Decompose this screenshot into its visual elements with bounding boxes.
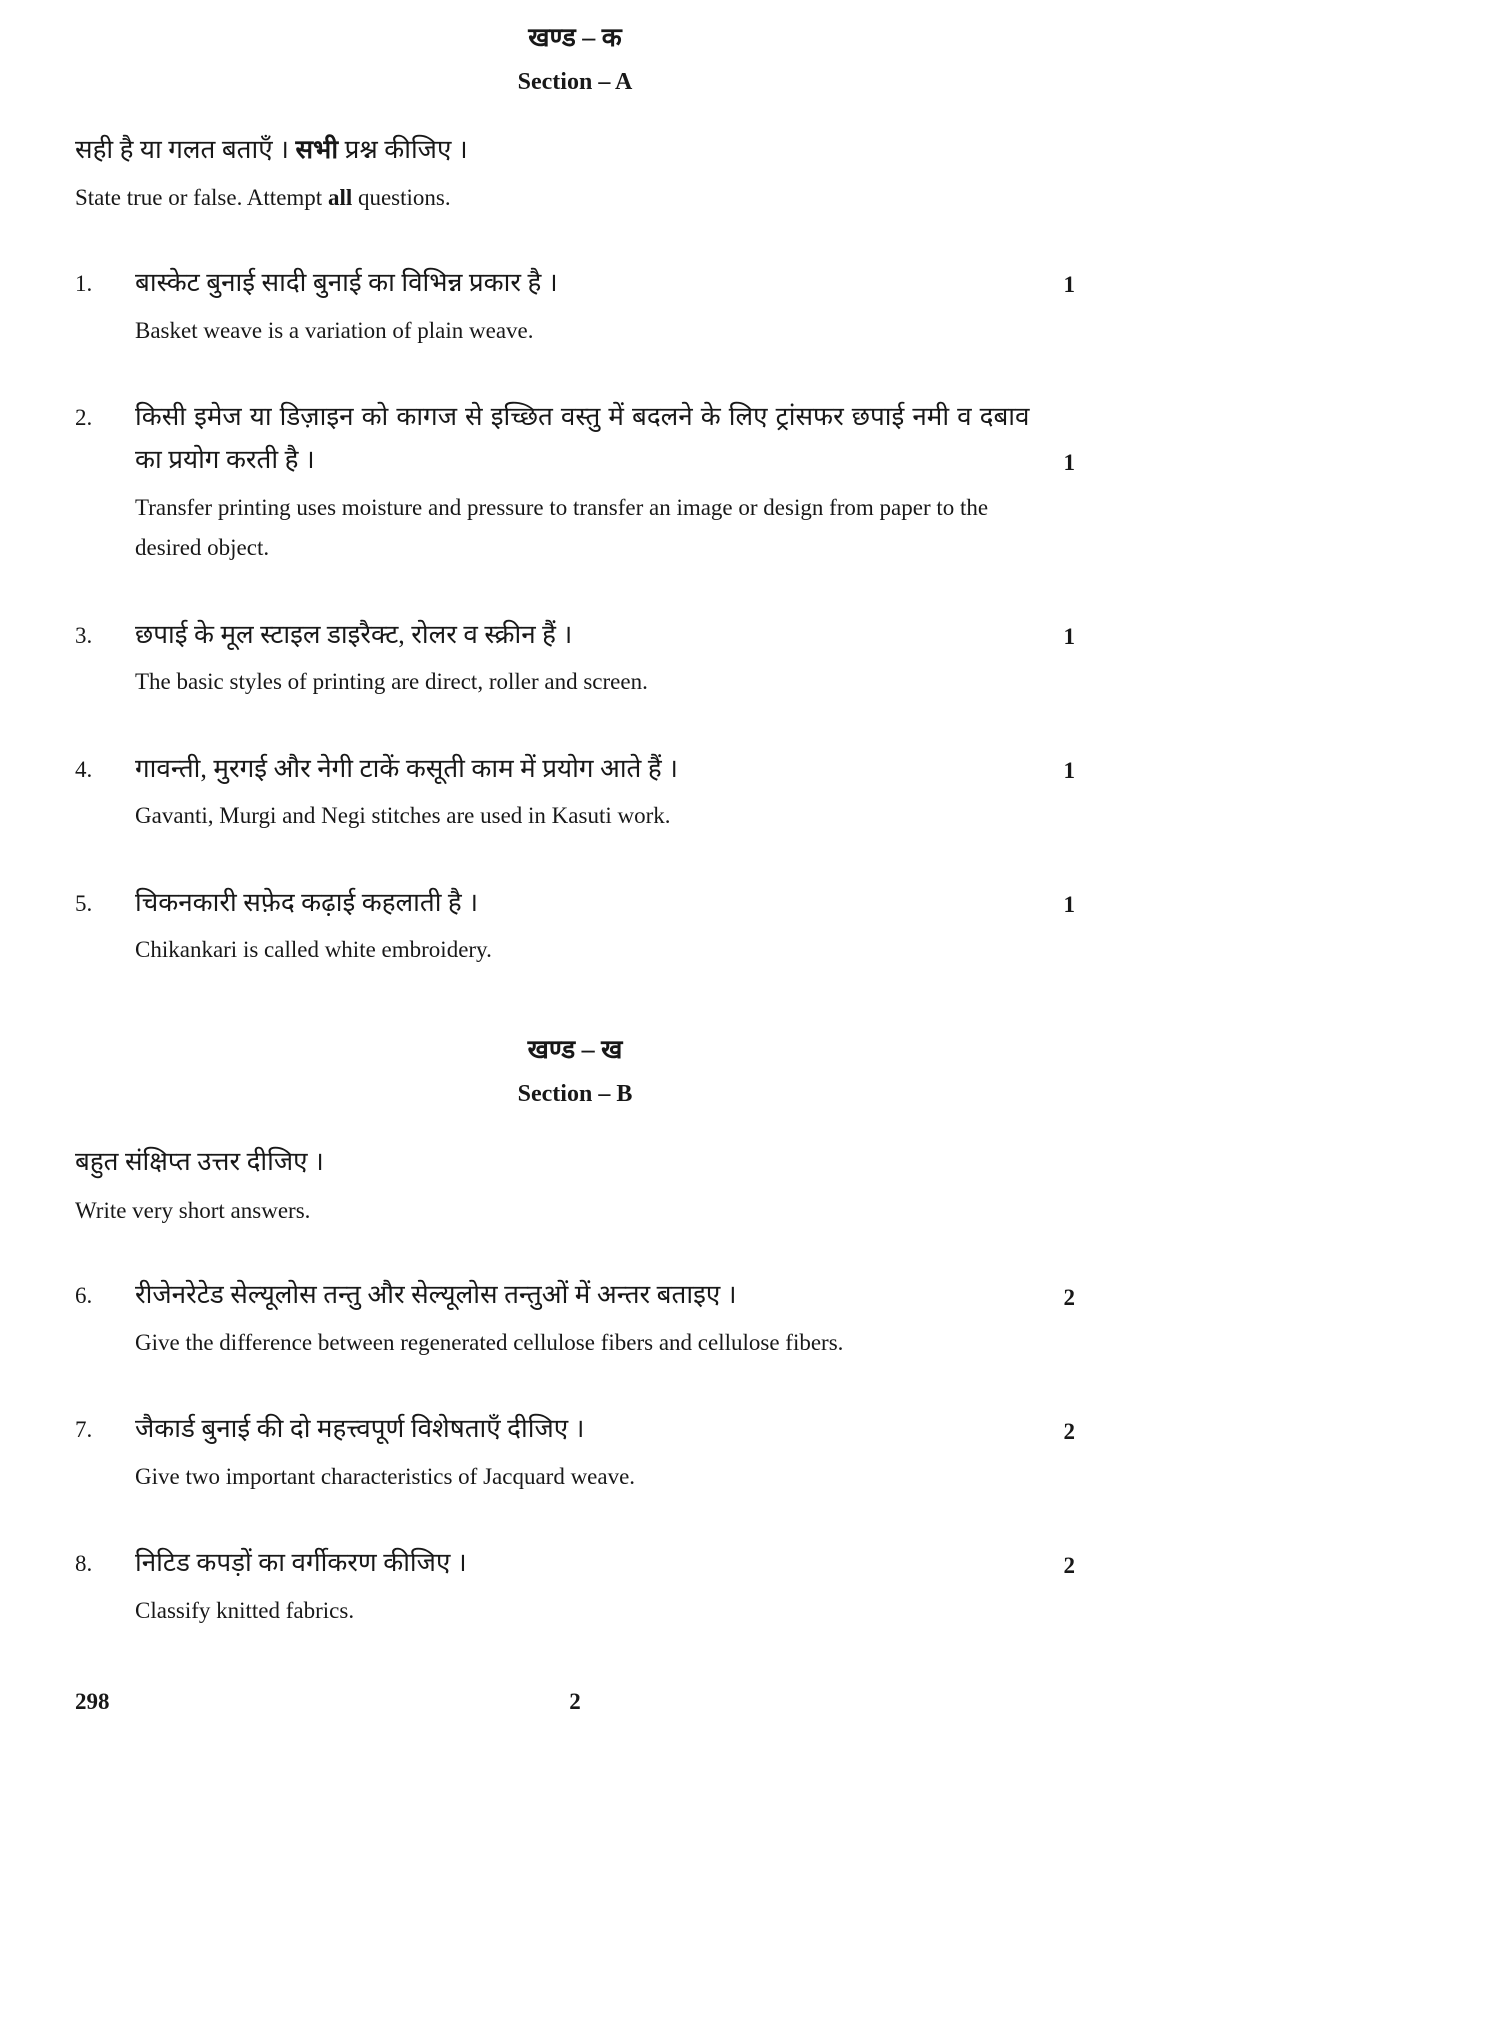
question-text-english: The basic styles of printing are direct, roller and screen. [135,669,648,695]
question-top-row [135,1407,1075,1451]
question-body [135,881,1075,971]
question-item-3 [75,613,1075,703]
question-top-row [135,1541,1075,1585]
question-item-1 [75,261,1075,351]
question-number: 2. [75,404,93,430]
question-text-hindi: चिकनकारी सफ़ेद कढ़ाई कहलाती है । [135,887,479,917]
instruction-hindi-pre: सही है या गलत बताएँ । [75,134,296,164]
question-item-4 [75,747,1075,837]
instruction-english-pre: State true or false. Attempt [75,185,328,211]
question-text-hindi: निटिड कपड़ों का वर्गीकरण कीजिए । [135,1548,467,1578]
question-text-english: Give two important characteristics of Jacquard weave. [135,1463,636,1489]
section-a-instruction-english [75,180,1075,217]
question-number: 1. [75,270,93,296]
section-a-questions [75,261,1075,971]
question-body [135,1541,1075,1631]
question-item-6 [75,1273,1075,1363]
section-b-heading-hindi: खण्ड – ख [527,1035,623,1065]
section-a-heading-english: Section – A [517,68,633,95]
section-b-block [75,1034,1075,1631]
question-body [135,613,1075,703]
instruction-hindi-bold: सभी [295,134,339,164]
question-body [135,1407,1075,1497]
question-body [135,747,1075,837]
question-item-5 [75,881,1075,971]
instruction-english-post: questions. [352,185,451,211]
question-text-hindi: बास्केट बुनाई सादी बुनाई का विभिन्न प्रकार है । [135,267,558,297]
section-b-questions [75,1273,1075,1631]
footer-paper-code: 298 [75,1689,110,1715]
question-text-english: Basket weave is a variation of plain weave. [135,317,534,343]
question-text-english: Transfer printing uses moisture and pressure to transfer an image or design from paper to the desired object. [135,495,989,561]
question-number: 5. [75,890,93,916]
question-marks: 1 [1063,892,1075,918]
question-text-english: Give the difference between regenerated cellulose fibers and cellulose fibers. [135,1329,844,1355]
question-item-7 [75,1407,1075,1497]
section-a-instruction-hindi [75,129,1075,171]
footer-page-number: 2 [569,1689,581,1715]
question-text-hindi: गावन्ती, मुरगई और नेगी टाकें कसूती काम में प्रयोग आते हैं । [135,753,679,783]
question-text-hindi: किसी इमेज या डिज़ाइन को कागज से इच्छित वस्तु में बदलने के लिए ट्रांसफर छपाई नमी व दबाव का प्रयोग करती है । [135,401,1030,475]
question-top-row [135,881,1075,925]
question-text-hindi: जैकार्ड बुनाई की दो महत्त्वपूर्ण विशेषताएँ दीजिए । [135,1414,585,1444]
instruction-hindi-post: प्रश्न कीजिए । [338,134,468,164]
exam-paper-page [75,0,1075,1723]
question-item-8 [75,1541,1075,1631]
question-number: 6. [75,1283,93,1309]
question-text-hindi: छपाई के मूल स्टाइल डाइरैक्ट, रोलर व स्क्रीन हैं । [135,619,573,649]
section-a-heading-hindi: खण्ड – क [528,23,622,52]
question-marks: 1 [1063,624,1075,650]
question-marks: 1 [1063,450,1075,476]
question-marks: 2 [1063,1552,1075,1578]
question-marks: 1 [1063,758,1075,784]
section-b-instruction-hindi: बहुत संक्षिप्त उत्तर दीजिए । [75,1146,324,1176]
question-top-row [135,613,1075,657]
instruction-english-bold: all [327,185,353,211]
question-marks: 1 [1063,272,1075,298]
question-item-2 [75,395,1075,569]
question-text-english: Gavanti, Murgi and Negi stitches are used in Kasuti work. [135,803,671,829]
question-top-row [135,395,1075,482]
question-number: 7. [75,1417,93,1443]
question-number: 3. [75,622,93,648]
question-top-row [135,747,1075,791]
page-footer [75,1689,1075,1723]
question-marks: 2 [1063,1284,1075,1310]
question-text-english: Classify knitted fabrics. [135,1597,355,1623]
question-text-hindi: रीजेनरेटेड सेल्यूलोस तन्तु और सेल्यूलोस तन्तुओं में अन्तर बताइए । [135,1280,737,1310]
question-body [135,1273,1075,1363]
question-top-row [135,1273,1075,1317]
question-marks: 2 [1063,1418,1075,1444]
question-text-english: Chikankari is called white embroidery. [135,937,492,963]
question-body [135,261,1075,351]
question-top-row [135,261,1075,305]
section-b-instruction-english: Write very short answers. [75,1197,311,1223]
section-b-heading-english: Section – B [517,1080,633,1107]
question-number: 4. [75,756,93,782]
question-number: 8. [75,1551,93,1577]
question-body [135,395,1075,569]
